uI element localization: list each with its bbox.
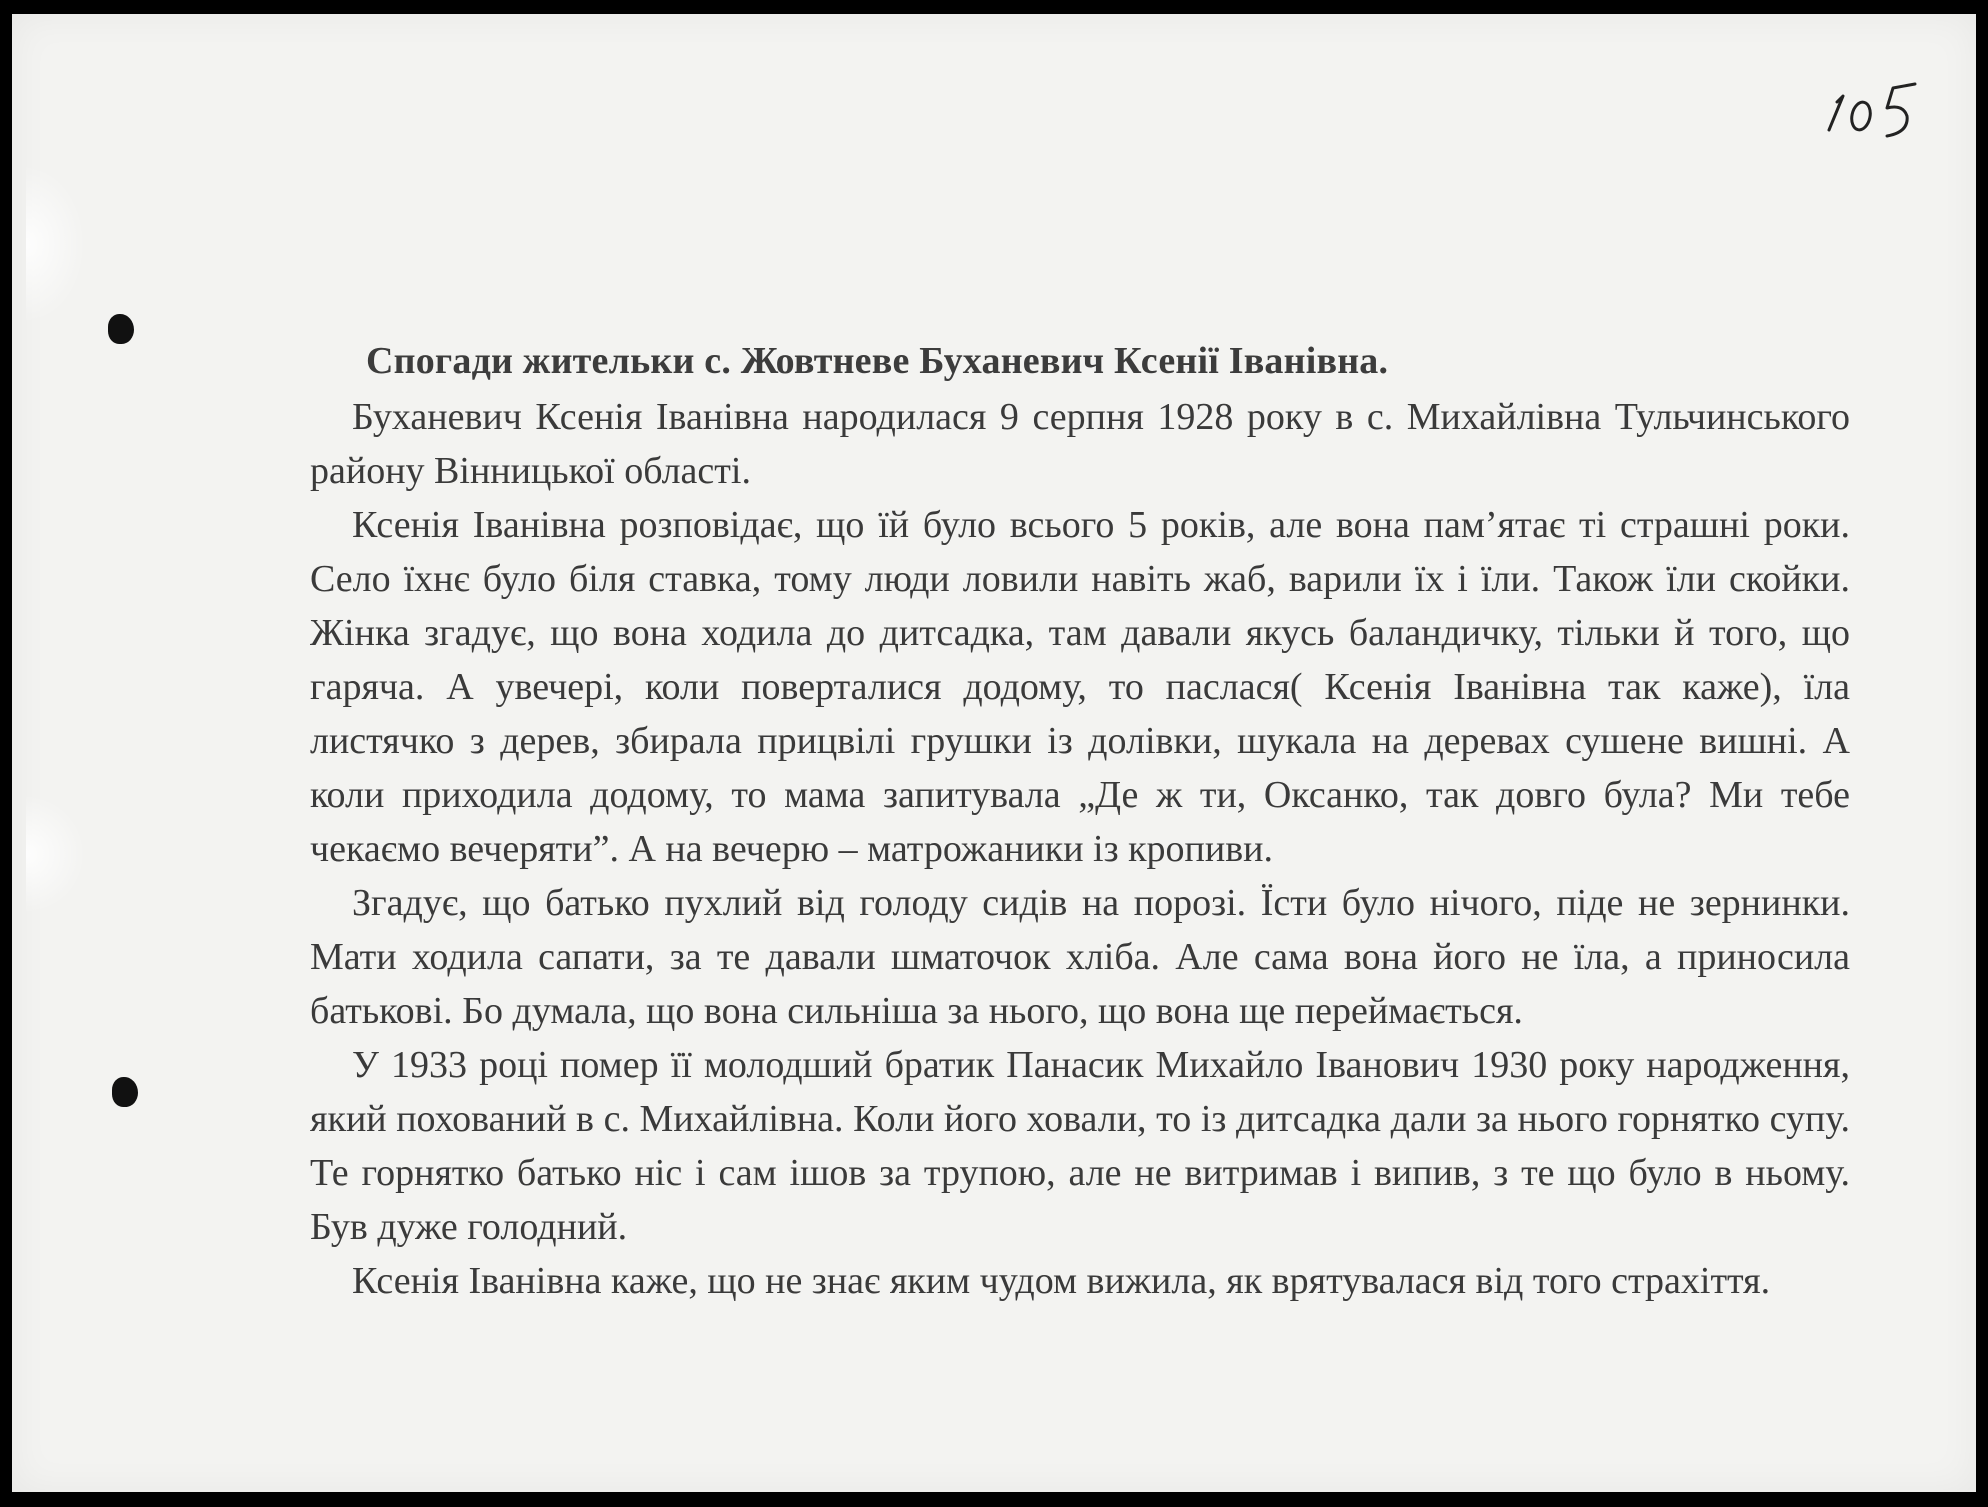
paragraph: Буханевич Ксенія Іванівна народилася 9 серпня 1928 року в с. Михайлівна Тульчинського району Вінницької області. <box>310 396 1850 492</box>
document-page <box>12 14 1976 1492</box>
punch-hole <box>108 314 134 344</box>
paper-crease <box>26 164 86 324</box>
paragraph: Згадує, що батько пухлий від голоду сидів на порозі. Їсти було нічого, піде не зернинки. Мати ходила сапати, за те давали шматочок хліба. Але сама вона його не їла, а приносила батькові. Бо думала, що вона сильніша за нього, що вона ще переймається. <box>310 882 1850 1032</box>
paragraph: Ксенія Іванівна каже, що не знає яким чудом вижила, як врятувалася від того страхіття. <box>352 1260 1771 1302</box>
handwritten-page-number <box>1817 78 1927 148</box>
punch-hole <box>112 1077 138 1107</box>
paragraph: Ксенія Іванівна розповідає, що їй було всього 5 років, але вона пам’ятає ті страшні роки. Село їхнє було біля ставка, тому люди ловили навіть жаб, варили їх і їли. Також їли скойки. Жінка згадує, що вона ходила до дитсадка, там давали якусь баландичку, тільки й того, що гаряча. А увечері, коли поверталися додому, то паслася( Ксенія Іванівна так каже), їла листячко з дерев, збирала прицвілі грушки із долівки, шукала на деревах сушене вишні. А коли приходила додому, то мама запитувала „Де ж ти, Оксанко, так довго була? Ми тебе чекаємо вечеряти”. А на вечерю – матрожаники із кропиви. <box>310 504 1850 870</box>
paper-crease <box>26 794 86 914</box>
document-title: Спогади жительки с. Жовтневе Буханевич Ксенії Іванівна. <box>366 340 1389 382</box>
paragraph: У 1933 році помер її молодший братик Панасик Михайло Іванович 1930 року народження, який похований в с. Михайлівна. Коли його ховали, то із дитсадка дали за нього горнятко супу. Те горнятко батько ніс і сам ішов за трупою, але не витримав і випив, з те що було в ньому. Був дуже голодний. <box>310 1044 1850 1248</box>
document-body <box>310 334 1850 1308</box>
